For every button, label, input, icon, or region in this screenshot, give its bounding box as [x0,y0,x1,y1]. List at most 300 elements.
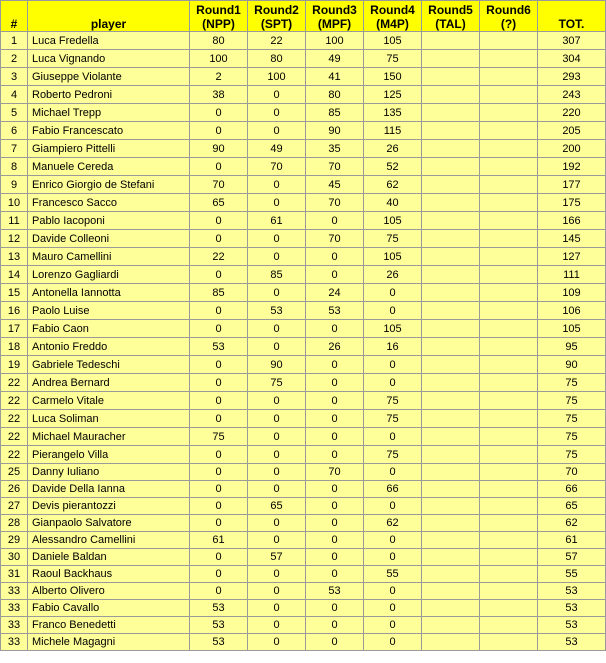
cell-rank: 4 [1,86,28,104]
table-row [1,158,606,176]
cell-round5 [422,248,480,266]
cell-round5 [422,374,480,392]
cell-rank: 14 [1,266,28,284]
cell-player: Alessandro Camellini [28,532,190,549]
cell-round3: 70 [306,230,364,248]
cell-total: 75 [538,374,606,392]
cell-player: Giampiero Pittelli [28,140,190,158]
cell-total: 95 [538,338,606,356]
cell-player: Pablo Iacoponi [28,212,190,230]
cell-round4: 0 [364,549,422,566]
cell-round2: 100 [248,68,306,86]
cell-round4: 0 [364,600,422,617]
header-line: (NPP) [202,17,235,31]
cell-total: 53 [538,634,606,651]
table-row [1,266,606,284]
cell-round1: 0 [190,566,248,583]
cell-round5 [422,356,480,374]
cell-round1: 75 [190,428,248,446]
cell-round1: 0 [190,104,248,122]
cell-round5 [422,428,480,446]
cell-rank: 12 [1,230,28,248]
cell-round3: 24 [306,284,364,302]
cell-round3: 0 [306,428,364,446]
cell-round5 [422,600,480,617]
cell-round5 [422,194,480,212]
cell-rank: 33 [1,634,28,651]
cell-player: Michael Mauracher [28,428,190,446]
cell-round2: 85 [248,266,306,284]
cell-player: Pierangelo Villa [28,446,190,464]
header-line: Round2 [254,3,299,17]
cell-round5 [422,338,480,356]
cell-round3: 80 [306,86,364,104]
header-round2 [248,1,306,32]
cell-rank: 8 [1,158,28,176]
cell-round5 [422,284,480,302]
cell-round2: 0 [248,338,306,356]
cell-round1: 0 [190,356,248,374]
cell-round1: 61 [190,532,248,549]
cell-round6 [480,104,538,122]
cell-round2: 57 [248,549,306,566]
header-row [1,1,606,32]
cell-round4: 0 [364,583,422,600]
cell-total: 127 [538,248,606,266]
cell-round1: 0 [190,230,248,248]
cell-player: Andrea Bernard [28,374,190,392]
cell-total: 106 [538,302,606,320]
cell-round3: 0 [306,634,364,651]
cell-round6 [480,320,538,338]
cell-round5 [422,68,480,86]
cell-round4: 55 [364,566,422,583]
cell-round2: 0 [248,410,306,428]
cell-round2: 90 [248,356,306,374]
cell-round1: 0 [190,374,248,392]
cell-round2: 0 [248,248,306,266]
cell-player: Luca Soliman [28,410,190,428]
cell-round6 [480,230,538,248]
cell-round4: 0 [364,428,422,446]
table-row [1,410,606,428]
cell-round2: 0 [248,104,306,122]
cell-round1: 0 [190,583,248,600]
cell-rank: 22 [1,446,28,464]
cell-round6 [480,464,538,481]
cell-total: 293 [538,68,606,86]
cell-round6 [480,634,538,651]
cell-round1: 53 [190,617,248,634]
cell-round6 [480,600,538,617]
cell-total: 175 [538,194,606,212]
cell-round3: 0 [306,410,364,428]
cell-round6 [480,428,538,446]
cell-round4: 75 [364,230,422,248]
cell-round3: 100 [306,32,364,50]
cell-round1: 0 [190,549,248,566]
header-line: (SPT) [260,17,293,31]
cell-round5 [422,464,480,481]
cell-rank: 26 [1,481,28,498]
cell-round4: 105 [364,212,422,230]
table-row [1,176,606,194]
cell-round4: 62 [364,176,422,194]
table-row [1,428,606,446]
cell-total: 75 [538,446,606,464]
header-line: Round3 [312,3,357,17]
cell-player: Francesco Sacco [28,194,190,212]
table-row [1,600,606,617]
header-line: Round6 [486,3,531,17]
cell-round5 [422,140,480,158]
cell-total: 200 [538,140,606,158]
cell-player: Fabio Caon [28,320,190,338]
cell-round3: 0 [306,515,364,532]
cell-total: 105 [538,320,606,338]
cell-round3: 0 [306,266,364,284]
cell-round1: 0 [190,320,248,338]
cell-round4: 75 [364,446,422,464]
cell-rank: 2 [1,50,28,68]
cell-round2: 0 [248,583,306,600]
cell-round5 [422,481,480,498]
table-row [1,532,606,549]
cell-rank: 33 [1,583,28,600]
cell-total: 304 [538,50,606,68]
cell-round1: 0 [190,302,248,320]
cell-round2: 0 [248,600,306,617]
cell-round6 [480,122,538,140]
cell-round2: 0 [248,532,306,549]
cell-round4: 75 [364,410,422,428]
cell-round3: 41 [306,68,364,86]
cell-round4: 0 [364,532,422,549]
cell-round3: 0 [306,374,364,392]
cell-round6 [480,498,538,515]
cell-player: Luca Vignando [28,50,190,68]
table-row [1,68,606,86]
cell-rank: 5 [1,104,28,122]
cell-round6 [480,284,538,302]
cell-round4: 125 [364,86,422,104]
cell-player: Mauro Camellini [28,248,190,266]
cell-player: Gabriele Tedeschi [28,356,190,374]
cell-round5 [422,583,480,600]
cell-round4: 0 [364,498,422,515]
cell-player: Antonio Freddo [28,338,190,356]
cell-round1: 0 [190,410,248,428]
cell-round3: 0 [306,549,364,566]
cell-round4: 105 [364,248,422,266]
cell-round3: 45 [306,176,364,194]
cell-round4: 0 [364,302,422,320]
cell-round3: 0 [306,392,364,410]
cell-round5 [422,302,480,320]
header-round3 [306,1,364,32]
cell-round4: 135 [364,104,422,122]
cell-round2: 0 [248,464,306,481]
cell-round6 [480,392,538,410]
cell-rank: 11 [1,212,28,230]
cell-total: 65 [538,498,606,515]
cell-round2: 65 [248,498,306,515]
cell-player: Daniele Baldan [28,549,190,566]
cell-round3: 0 [306,248,364,266]
cell-round2: 61 [248,212,306,230]
cell-round4: 62 [364,515,422,532]
cell-player: Carmelo Vitale [28,392,190,410]
header-line: (?) [500,17,517,31]
cell-round4: 0 [364,284,422,302]
cell-round5 [422,320,480,338]
cell-round3: 26 [306,338,364,356]
cell-round1: 0 [190,212,248,230]
cell-round5 [422,617,480,634]
cell-total: 243 [538,86,606,104]
cell-round5 [422,532,480,549]
cell-rank: 1 [1,32,28,50]
cell-round4: 0 [364,374,422,392]
cell-round3: 90 [306,122,364,140]
cell-player: Paolo Luise [28,302,190,320]
header-player: player [28,1,190,32]
cell-round1: 0 [190,122,248,140]
cell-rank: 22 [1,374,28,392]
cell-total: 55 [538,566,606,583]
cell-round6 [480,86,538,104]
cell-player: Fabio Francescato [28,122,190,140]
cell-round6 [480,68,538,86]
cell-round4: 0 [364,464,422,481]
cell-round3: 0 [306,320,364,338]
cell-round5 [422,230,480,248]
table-row [1,464,606,481]
cell-round1: 0 [190,464,248,481]
cell-rank: 9 [1,176,28,194]
cell-round6 [480,266,538,284]
cell-player: Raoul Backhaus [28,566,190,583]
cell-round2: 70 [248,158,306,176]
cell-round6 [480,566,538,583]
table-row [1,320,606,338]
table-row [1,212,606,230]
cell-round1: 0 [190,392,248,410]
cell-round1: 0 [190,515,248,532]
cell-round2: 0 [248,617,306,634]
cell-player: Alberto Olivero [28,583,190,600]
cell-round6 [480,140,538,158]
cell-round6 [480,583,538,600]
cell-round6 [480,549,538,566]
cell-round6 [480,532,538,549]
cell-round1: 0 [190,498,248,515]
cell-total: 75 [538,392,606,410]
cell-round5 [422,566,480,583]
cell-round2: 0 [248,320,306,338]
cell-rank: 18 [1,338,28,356]
table-row [1,515,606,532]
table-row [1,583,606,600]
cell-round1: 53 [190,634,248,651]
cell-total: 61 [538,532,606,549]
cell-round3: 0 [306,498,364,515]
cell-rank: 33 [1,617,28,634]
cell-rank: 13 [1,248,28,266]
cell-total: 90 [538,356,606,374]
cell-round3: 70 [306,158,364,176]
cell-player: Devis pierantozzi [28,498,190,515]
cell-player: Fabio Cavallo [28,600,190,617]
cell-rank: 17 [1,320,28,338]
cell-total: 192 [538,158,606,176]
cell-round2: 0 [248,566,306,583]
cell-round1: 38 [190,86,248,104]
cell-round1: 0 [190,266,248,284]
cell-round3: 70 [306,194,364,212]
cell-rank: 19 [1,356,28,374]
cell-total: 75 [538,428,606,446]
header-round4 [364,1,422,32]
cell-rank: 22 [1,428,28,446]
table-row [1,230,606,248]
cell-rank: 6 [1,122,28,140]
cell-total: 145 [538,230,606,248]
cell-round5 [422,392,480,410]
cell-round2: 0 [248,230,306,248]
cell-round2: 0 [248,284,306,302]
cell-round5 [422,498,480,515]
cell-round2: 22 [248,32,306,50]
cell-round1: 0 [190,158,248,176]
cell-player: Michele Magagni [28,634,190,651]
cell-round4: 105 [364,320,422,338]
cell-total: 166 [538,212,606,230]
cell-round6 [480,410,538,428]
cell-round2: 0 [248,86,306,104]
cell-rank: 3 [1,68,28,86]
header-line: Round5 [428,3,473,17]
table-row [1,356,606,374]
cell-round3: 0 [306,600,364,617]
cell-round3: 0 [306,446,364,464]
cell-rank: 7 [1,140,28,158]
cell-round3: 0 [306,356,364,374]
table-row [1,32,606,50]
cell-round5 [422,158,480,176]
cell-round4: 150 [364,68,422,86]
cell-round4: 0 [364,356,422,374]
cell-round1: 0 [190,446,248,464]
cell-player: Manuele Cereda [28,158,190,176]
cell-round3: 70 [306,464,364,481]
cell-total: 111 [538,266,606,284]
cell-round5 [422,634,480,651]
cell-rank: 31 [1,566,28,583]
cell-round2: 0 [248,428,306,446]
cell-round6 [480,446,538,464]
table-row [1,634,606,651]
cell-round4: 0 [364,634,422,651]
cell-round1: 53 [190,600,248,617]
cell-round6 [480,32,538,50]
cell-round3: 0 [306,532,364,549]
table-row [1,481,606,498]
cell-round3: 49 [306,50,364,68]
cell-player: Davide Colleoni [28,230,190,248]
cell-round3: 0 [306,481,364,498]
table-row [1,122,606,140]
cell-round5 [422,515,480,532]
cell-round6 [480,176,538,194]
header-line: (TAL) [435,17,466,31]
table-row [1,284,606,302]
cell-round2: 75 [248,374,306,392]
cell-round6 [480,338,538,356]
table-row [1,338,606,356]
table-row [1,104,606,122]
cell-round1: 80 [190,32,248,50]
cell-player: Michael Trepp [28,104,190,122]
cell-round5 [422,266,480,284]
cell-round4: 66 [364,481,422,498]
cell-player: Gianpaolo Salvatore [28,515,190,532]
cell-player: Davide Della Ianna [28,481,190,498]
cell-total: 307 [538,32,606,50]
cell-round6 [480,374,538,392]
cell-round1: 65 [190,194,248,212]
cell-rank: 22 [1,392,28,410]
cell-round2: 0 [248,122,306,140]
cell-round4: 75 [364,50,422,68]
header-round5 [422,1,480,32]
header-line: (M4P) [376,17,409,31]
cell-total: 220 [538,104,606,122]
cell-round1: 0 [190,481,248,498]
cell-round6 [480,617,538,634]
cell-round4: 40 [364,194,422,212]
cell-player: Lorenzo Gagliardi [28,266,190,284]
cell-round6 [480,158,538,176]
table-row [1,374,606,392]
cell-round5 [422,104,480,122]
cell-round6 [480,50,538,68]
cell-round6 [480,212,538,230]
cell-round1: 100 [190,50,248,68]
cell-total: 70 [538,464,606,481]
cell-round5 [422,32,480,50]
table-row [1,392,606,410]
cell-round3: 0 [306,566,364,583]
cell-round3: 35 [306,140,364,158]
cell-round5 [422,549,480,566]
cell-player: Danny Iuliano [28,464,190,481]
cell-round1: 70 [190,176,248,194]
cell-round2: 0 [248,515,306,532]
cell-round3: 0 [306,617,364,634]
cell-round2: 0 [248,634,306,651]
cell-round2: 49 [248,140,306,158]
header-rank: # [1,1,28,32]
cell-round4: 26 [364,140,422,158]
table-body [1,32,606,651]
cell-player: Roberto Pedroni [28,86,190,104]
cell-round2: 0 [248,446,306,464]
table-row [1,617,606,634]
cell-rank: 22 [1,410,28,428]
cell-round5 [422,122,480,140]
cell-round5 [422,176,480,194]
